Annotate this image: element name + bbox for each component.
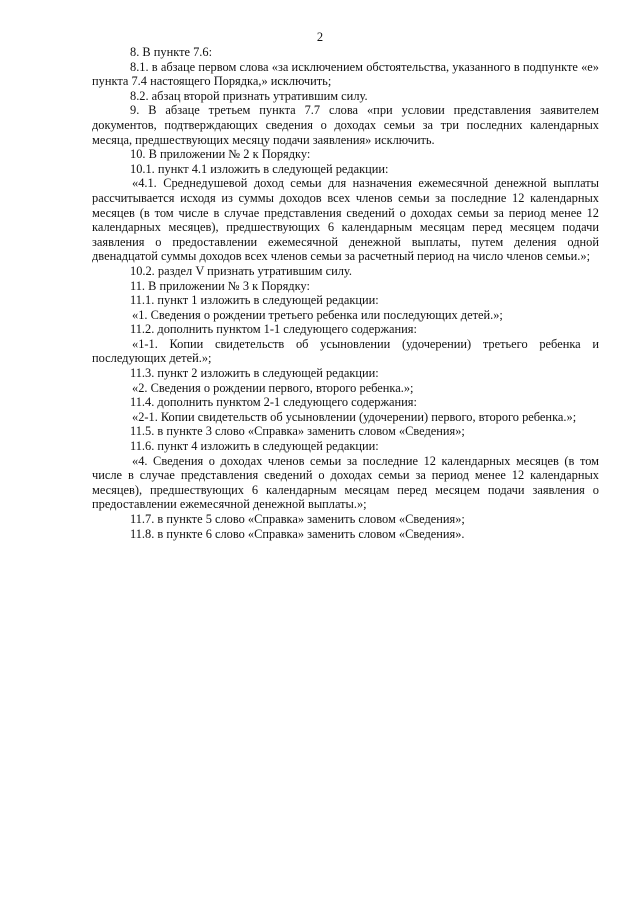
- document-body: [92, 45, 599, 541]
- paragraph-11-5: 11.5. в пункте 3 слово «Справка» заменить словом «Сведения»;: [130, 424, 465, 439]
- quote-2: «2. Сведения о рождении первого, второго ребенка.»;: [132, 380, 414, 395]
- quote-4-1: «4.1. Среднедушевой доход семьи для назначения ежемесячной денежной выплаты рассчитывается исходя из суммы доходов всех членов семьи за последние 12 календарных месяцев (в том числе в случае представления сведений о доходах семьи за период менее 12 календарных месяцев), предшествующих 6 календарным месяцам перед месяцем подачи заявления о предоставлении ежемесячной денежной выплаты, путем деления одной двенадцатой суммы доходов всех членов семьи за расчетный период на число членов семьи.»;: [92, 176, 599, 264]
- paragraph-8: 8. В пункте 7.6:: [130, 45, 213, 59]
- paragraph-8-1: 8.1. в абзаце первом слова «за исключением обстоятельства, указанного в подпункте «е» пункта 7.4 настоящего Порядка,» исключить;: [92, 59, 599, 89]
- paragraph-10-1: 10.1. пункт 4.1 изложить в следующей редакции:: [130, 161, 389, 176]
- paragraph-11-2: 11.2. дополнить пунктом 1-1 следующего содержания:: [130, 322, 417, 337]
- paragraph-11-4: 11.4. дополнить пунктом 2-1 следующего содержания:: [130, 395, 417, 410]
- paragraph-11-6: 11.6. пункт 4 изложить в следующей редакции:: [130, 439, 379, 454]
- paragraph-9: 9. В абзаце третьем пункта 7.7 слова «при условии представления заявителем документов, подтверждающих сведения о доходах семьи за три последних календарных месяца, предшествующих месяцу подачи заявления» исключить.: [92, 103, 599, 147]
- paragraph-8-2: 8.2. абзац второй признать утратившим силу.: [130, 88, 368, 103]
- quote-4: «4. Сведения о доходах членов семьи за последние 12 календарных месяцев (в том числе в случае представления сведений о доходах семьи за период менее 12 календарных месяцев), предшествующих 6 календарным месяцам перед месяцем подачи заявления о предоставлении ежемесячной денежной выплаты.»;: [92, 453, 599, 512]
- paragraph-10-2: 10.2. раздел V признать утратившим силу.: [130, 263, 352, 278]
- paragraph-11-7: 11.7. в пункте 5 слово «Справка» заменить словом «Сведения»;: [130, 512, 465, 526]
- page-number: 2: [316, 30, 324, 44]
- paragraph-11-8: 11.8. в пункте 6 слово «Справка» заменить словом «Сведения».: [130, 526, 465, 541]
- paragraph-11: 11. В приложении № 3 к Порядку:: [130, 278, 310, 293]
- paragraph-10: 10. В приложении № 2 к Порядку:: [130, 147, 311, 162]
- paragraph-11-1: 11.1. пункт 1 изложить в следующей редакции:: [130, 293, 379, 308]
- quote-1-1: «1-1. Копии свидетельств об усыновлении (удочерении) третьего ребенка и последующих детей.»;: [92, 336, 599, 366]
- quote-2-1: «2-1. Копии свидетельств об усыновлении (удочерении) первого, второго ребенка.»;: [132, 409, 577, 424]
- paragraph-11-3: 11.3. пункт 2 изложить в следующей редакции:: [130, 366, 379, 381]
- quote-1: «1. Сведения о рождении третьего ребенка или последующих детей.»;: [132, 307, 503, 322]
